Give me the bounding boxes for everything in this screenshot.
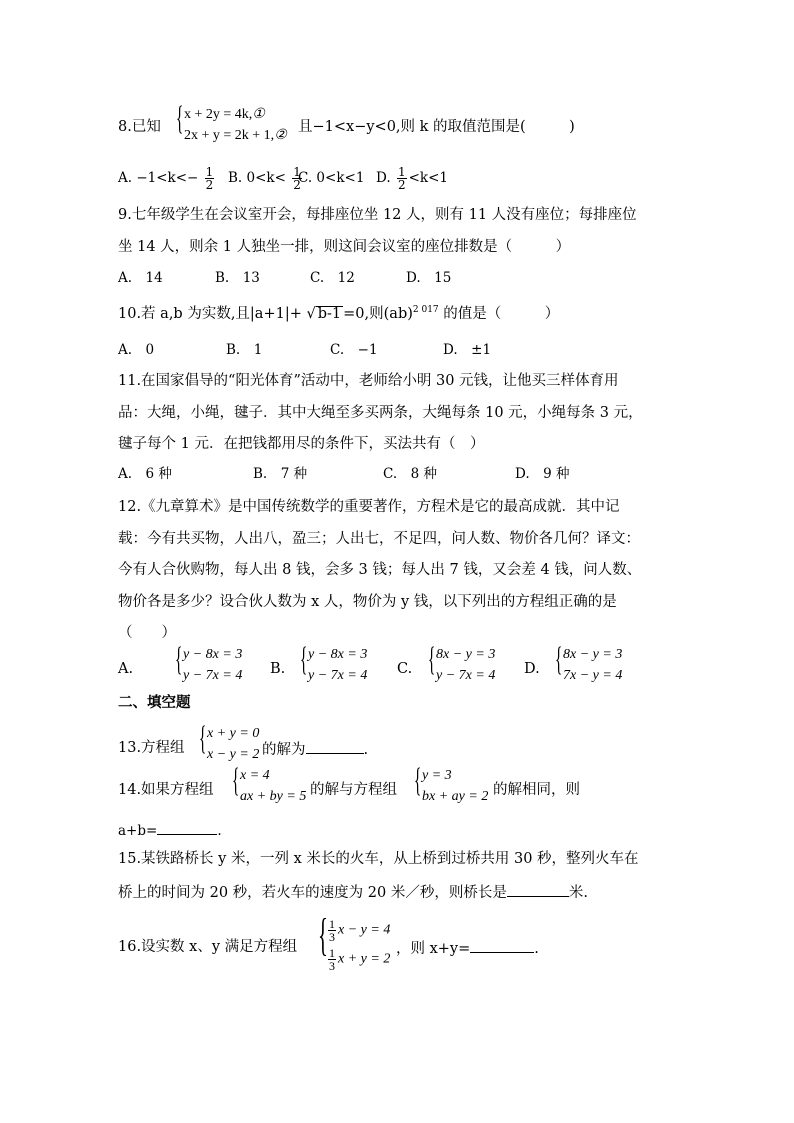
q14-line-2: a+b= .	[118, 823, 222, 839]
q12-option-d-label: D.	[524, 661, 540, 677]
q9-option-d: D. 15	[406, 270, 452, 286]
q15-line-1: 15.某铁路桥长 y 米，一列 x 米长的火车，从上桥到过桥共用 30 秒，整列火车在	[118, 851, 639, 867]
q14-system-1: { x = 4 ax + by = 5	[232, 762, 307, 804]
brace-icon: {	[318, 909, 328, 960]
q12-line-5: （ ）	[118, 625, 176, 641]
fraction: $\frac{1}{2}$	[397, 165, 406, 192]
q16-suffix: ，则 x+y= .	[396, 941, 539, 957]
q12-option-b-system: { y − 8x = 3 y − 7x = 4	[300, 641, 368, 683]
answer-blank	[470, 940, 534, 953]
q13-prefix: 13.方程组	[118, 740, 185, 756]
q12-line-4: 物价各是多少？设合伙人数为 x 人，物价为 y 钱，以下列出的方程组正确的是	[118, 594, 617, 610]
brace-icon: {	[555, 641, 563, 678]
brace-icon: {	[199, 720, 207, 757]
q11-option-c: C. 8 种	[383, 466, 438, 482]
q8-eq2-mark: ②	[274, 128, 287, 143]
q8-option-c: C. 0<k<1	[298, 170, 365, 186]
q10-stem: 10.若 a,b 为实数,且|a+1|+ √ b-1 =0,则(ab)$^{2 017}$ 的值是（ ）	[118, 305, 560, 322]
fraction: $\frac{1}{2}$	[293, 165, 301, 192]
q9-option-b: B. 13	[215, 270, 260, 286]
q10-option-b: B. 1	[226, 342, 263, 358]
brace-icon: {	[232, 762, 240, 799]
answer-blank	[507, 884, 569, 897]
q12-option-d-system: { 8x − y = 3 7x − y = 4	[555, 641, 623, 683]
sqrt-icon: √	[306, 306, 316, 322]
q8-system	[176, 100, 296, 146]
q13-system: { x + y = 0 x − y = 2	[199, 720, 260, 762]
q8-option-a: A. −1<k<− $\frac{1}{2}$	[118, 165, 214, 192]
section-title: 二、填空题	[118, 695, 191, 711]
q11-option-b: B. 7 种	[253, 466, 308, 482]
q9-option-a: A. 14	[118, 270, 163, 286]
q12-option-c-label: C.	[397, 661, 413, 677]
brace-icon: {	[176, 100, 184, 137]
q8-eq1: x + 2y = 4k,	[184, 107, 253, 122]
q8-eq1-mark: ①	[252, 107, 265, 122]
q13-suffix: 的解为 .	[262, 742, 369, 758]
q16-system: { $\frac{1}{3}$ x − y = 4 $\frac{1}{3}$ x + y = 2	[318, 909, 391, 973]
q14-system-2: { y = 3 bx + ay = 2	[414, 762, 489, 804]
fraction: $\frac{1}{3}$	[329, 946, 335, 973]
brace-icon: {	[300, 641, 308, 678]
q12-line-3: 今有人合伙购物，每人出 8 钱，会多 3 钱；每人出 7 钱，又会差 4 钱，问人数、	[118, 562, 642, 578]
q10-option-a: A. 0	[118, 342, 155, 358]
q11-line-3: 毽子每个 1 元．在把钱都用尽的条件下，买法共有（ ）	[118, 436, 485, 452]
q9-option-c: C. 12	[310, 270, 355, 286]
answer-blank	[306, 741, 364, 754]
q11-line-2: 品：大绳，小绳，毽子．其中大绳至多买两条，大绳每条 10 元，小绳每条 3 元，	[118, 405, 643, 421]
q8-suffix: 且−1<x−y<0,则 k 的取值范围是( )	[298, 119, 575, 135]
q14-prefix: 14.如果方程组	[118, 782, 214, 798]
q9-line-2: 坐 14 人，则余 1 人独坐一排，则这间会议室的座位排数是（ ）	[118, 239, 571, 255]
q11-option-a: A. 6 种	[118, 466, 172, 482]
q11-option-d: D. 9 种	[515, 466, 570, 482]
q14-suffix: 的解相同，则	[493, 782, 580, 798]
q12-line-2: 载：今有共买物，人出八，盈三；人出七，不足四，问人数、物价各几何？译文：	[118, 531, 640, 547]
q16-prefix: 16.设实数 x、y 满足方程组	[118, 939, 298, 955]
q12-option-a-label: A.	[118, 661, 134, 677]
q12-option-a-system: { y − 8x = 3 y − 7x = 4	[175, 641, 243, 683]
answer-blank	[157, 822, 217, 835]
q8-option-d: D. $\frac{1}{2}$ <k<1	[376, 165, 448, 192]
brace-icon: {	[428, 641, 436, 678]
q11-line-1: 11.在国家倡导的“阳光体育”活动中，老师给小明 30 元钱，让他买三样体育用	[118, 373, 619, 389]
brace-icon: {	[414, 762, 422, 799]
fraction: $\frac{1}{3}$	[329, 917, 335, 944]
q9-line-1: 9.七年级学生在会议室开会，每排座位坐 12 人，则有 11 人没有座位；每排座位	[118, 207, 637, 223]
q10-option-d: D. ±1	[443, 342, 492, 358]
q14-middle: 的解与方程组	[310, 782, 397, 798]
q8-eq2: 2x + y = 2k + 1,	[184, 128, 275, 143]
q15-line-2: 桥上的时间为 20 秒，若火车的速度为 20 米／秒，则桥长是 米.	[118, 885, 588, 901]
q12-line-1: 12.《九章算术》是中国传统数学的重要著作，方程术是它的最高成就．其中记	[118, 499, 620, 515]
brace-icon: {	[175, 641, 183, 678]
q12-option-b-label: B.	[270, 661, 286, 677]
q10-option-c: C. −1	[330, 342, 378, 358]
fraction: $\frac{1}{2}$	[205, 165, 214, 192]
q12-option-c-system: { 8x − y = 3 y − 7x = 4	[428, 641, 496, 683]
q10-exponent: 2 017	[412, 305, 439, 316]
q8-prefix: 8.已知	[118, 119, 161, 135]
q8-option-b: B. 0<k< $\frac{1}{2}$	[228, 165, 301, 192]
q10-sqrt: b-1	[317, 306, 342, 322]
q8-stem	[118, 120, 161, 135]
